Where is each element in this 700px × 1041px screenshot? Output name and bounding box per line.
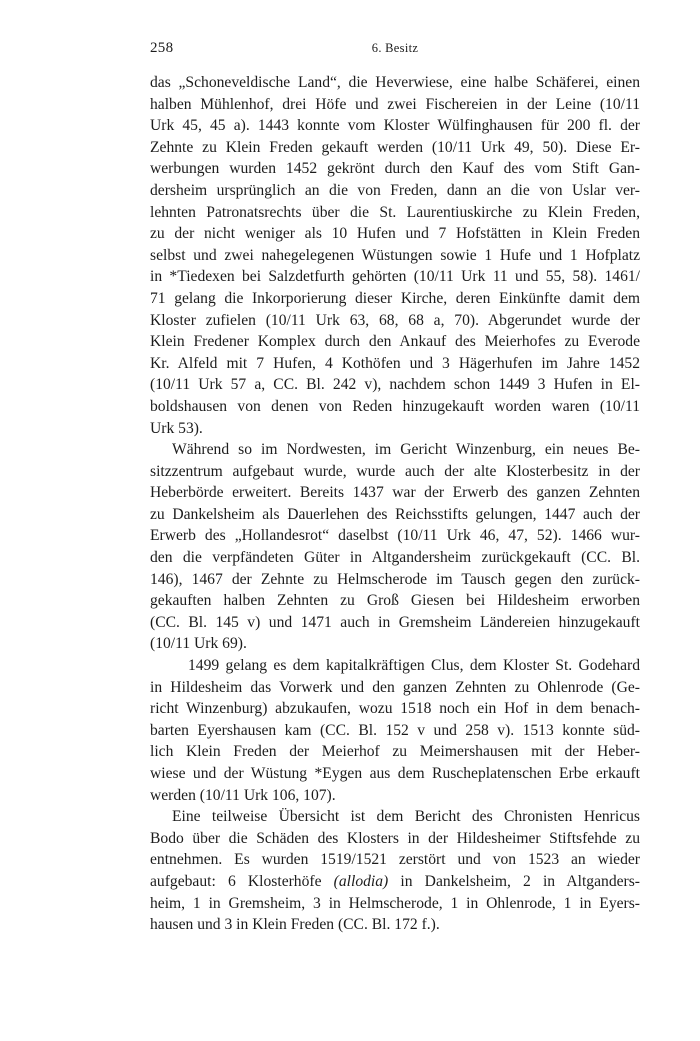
paragraph-4 <box>150 806 640 936</box>
text-line: (CC. Bl. 145 v) und 1471 auch in Gremsheim Ländereien hinzugekauft <box>150 613 640 631</box>
text-line: lich Klein Freden der Meierhof zu Meimershausen mit der Heber- <box>150 743 640 761</box>
paragraph-1 <box>150 72 640 439</box>
body-text <box>150 72 640 936</box>
text-line: zu der nicht weniger als 10 Hufen und 7 Hofstätten in Klein Freden <box>150 225 640 243</box>
text-line: werbungen wurden 1452 gekrönt durch den Kauf des vom Stift Gan- <box>150 160 640 178</box>
text-line: heim, 1 in Gremsheim, 3 in Helmscherode, 1 in Ohlenrode, 1 in Eyers- <box>150 894 640 912</box>
text-line: barten Eyershausen kam (CC. Bl. 152 v und 258 v). 1513 konnte süd- <box>150 721 640 739</box>
text-line: Zehnte zu Klein Freden gekauft werden (10/11 Urk 49, 50). Diese Er- <box>150 138 640 156</box>
text-line: aufgebaut: 6 Klosterhöfe (allodia) in Dankelsheim, 2 in Altganders- <box>150 872 640 890</box>
text-line: in Hildesheim das Vorwerk und den ganzen Zehnten zu Ohlenrode (Ge- <box>150 678 640 696</box>
paragraph-3 <box>150 655 640 806</box>
running-head: 6. Besitz <box>371 41 419 55</box>
page-header <box>150 40 640 62</box>
page-number: 258 <box>150 40 174 56</box>
text-line: Urk 45, 45 a). 1443 konnte vom Kloster Wülfinghausen für 200 fl. der <box>150 117 640 135</box>
text-line: sitzzentrum aufgebaut wurde, wurde auch der alte Klosterbesitz in der <box>150 462 640 480</box>
text-line: Heberbörde erweitert. Bereits 1437 war der Erwerb des ganzen Zehnten <box>150 484 640 502</box>
text-line: zu Dankelsheim als Dauerlehen des Reichsstifts gelungen, 1447 auch der <box>150 505 640 523</box>
text-line: gekauften halben Zehnten zu Groß Giesen bei Hildesheim erworben <box>150 592 640 610</box>
text-line: wiese und der Wüstung *Eygen aus dem Ruscheplatenschen Erbe erkauft <box>150 765 640 782</box>
text-line: werden (10/11 Urk 106, 107). <box>150 786 336 804</box>
text-line: 146), 1467 der Zehnte zu Helmscherode im Tausch gegen den zurück- <box>150 570 640 588</box>
text-line: 71 gelang die Inkorporierung dieser Kirche, deren Einkünfte damit dem <box>150 289 640 307</box>
text-line: lehnten Patronatsrechts über die St. Laurentiuskirche zu Klein Freden, <box>150 203 640 221</box>
paragraph-2 <box>150 439 640 655</box>
text-line: dersheim ursprünglich an die von Freden, dann an die von Uslar ver- <box>150 181 640 199</box>
text-line: in *Tiedexen bei Salzdetfurth gehörten (10/11 Urk 11 und 55, 58). 1461/ <box>150 268 640 286</box>
text-line: 1499 gelang es dem kapitalkräftigen Clus, dem Kloster St. Godehard <box>188 657 640 675</box>
italic-term: (allodia) <box>333 872 389 890</box>
text-line: Urk 53). <box>150 419 203 437</box>
text-line: das „Schoneveldische Land“, die Heverwiese, eine halbe Schäferei, einen <box>150 74 640 91</box>
text-line: Während so im Nordwesten, im Gericht Winzenburg, ein neues Be- <box>172 441 640 459</box>
text-line: Erwerb des „Hollandesrot“ daselbst (10/11 Urk 46, 47, 52). 1466 wur- <box>150 527 640 545</box>
text-line: richt Winzenburg) abzukaufen, wozu 1518 noch ein Hof in dem benach- <box>150 700 640 718</box>
text-line: Kr. Alfeld mit 7 Hufen, 4 Kothöfen und 3 Hägerhufen im Jahre 1452 <box>150 354 640 372</box>
text-line: Bodo über die Schäden des Klosters in der Hildesheimer Stiftsfehde zu <box>150 829 640 847</box>
text-line: boldshausen von denen von Reden hinzugekauft worden waren (10/11 <box>150 397 640 415</box>
text-line: (10/11 Urk 69). <box>150 635 247 653</box>
text-line: den die verpfändeten Güter in Altgandersheim zurückgekauft (CC. Bl. <box>150 549 640 567</box>
text-line: Klein Fredener Komplex durch den Ankauf des Meierhofes zu Everode <box>150 333 640 351</box>
text-line: halben Mühlenhof, drei Höfe und zwei Fischereien in der Leine (10/11 <box>150 95 640 113</box>
text-line: Kloster zufielen (10/11 Urk 63, 68, 68 a, 70). Abgerundet wurde der <box>150 311 640 329</box>
text-line: entnehmen. Es wurden 1519/1521 zerstört und von 1523 an wieder <box>150 851 640 869</box>
text-line: hausen und 3 in Klein Freden (CC. Bl. 172 f.). <box>150 916 440 934</box>
text-line: selbst und zwei nahegelegenen Wüstungen sowie 1 Hufe und 1 Hofplatz <box>150 246 640 264</box>
text-line: Eine teilweise Übersicht ist dem Bericht des Chronisten Henricus <box>172 808 640 826</box>
text-line: (10/11 Urk 57 a, CC. Bl. 242 v), nachdem schon 1449 3 Hufen in El- <box>150 376 640 394</box>
